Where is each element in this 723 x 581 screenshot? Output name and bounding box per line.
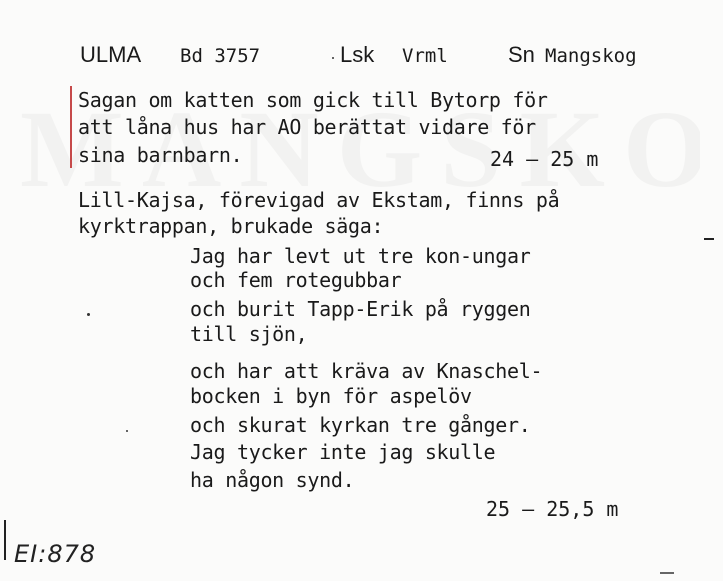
ink-speck [332,57,334,59]
verse-line: och skurat kyrkan tre gånger. [190,413,531,437]
verse-line: bocken i byn för aspelöv [190,384,472,408]
verse-line: Jag har levt ut tre kon-ungar [190,244,531,268]
edge-mark [704,238,714,240]
header-volume: Bd 3757 [180,45,261,67]
header-parish-label: Sn [508,42,535,67]
text-line: sina barnbarn. [78,143,243,167]
header-parish: Mangskog [545,45,637,67]
edge-mark [4,520,6,560]
ink-speck [126,430,128,432]
text-line: Sagan om katten som gick till Bytorp för [78,88,548,112]
verse-line: och burit Tapp-Erik på ryggen [190,297,531,321]
header-district-label: Lsk [340,42,375,67]
ink-speck [87,313,90,316]
verse-line: till sjön, [190,322,308,346]
edge-mark [660,572,674,574]
header-archive: ULMA [80,42,142,67]
header-district: Vrml [402,45,448,67]
text-line: kyrktrappan, brukade säga: [78,214,384,238]
verse-line: och har att kräva av Knaschel- [190,359,543,383]
verse-line: Jag tycker inte jag skulle [190,440,496,464]
verse-line: och fem rotegubbar [190,268,402,292]
reference-1: 24 – 25 m [490,147,599,171]
archive-code-handwritten: EI:878 [14,540,97,568]
reference-2: 25 – 25,5 m [486,497,619,521]
margin-line [70,86,72,168]
text-line: att låna hus har AO berättat vidare för [78,115,536,139]
verse-line: ha någon synd. [190,468,355,492]
text-line: Lill-Kajsa, förevigad av Ekstam, finns på [78,188,560,212]
